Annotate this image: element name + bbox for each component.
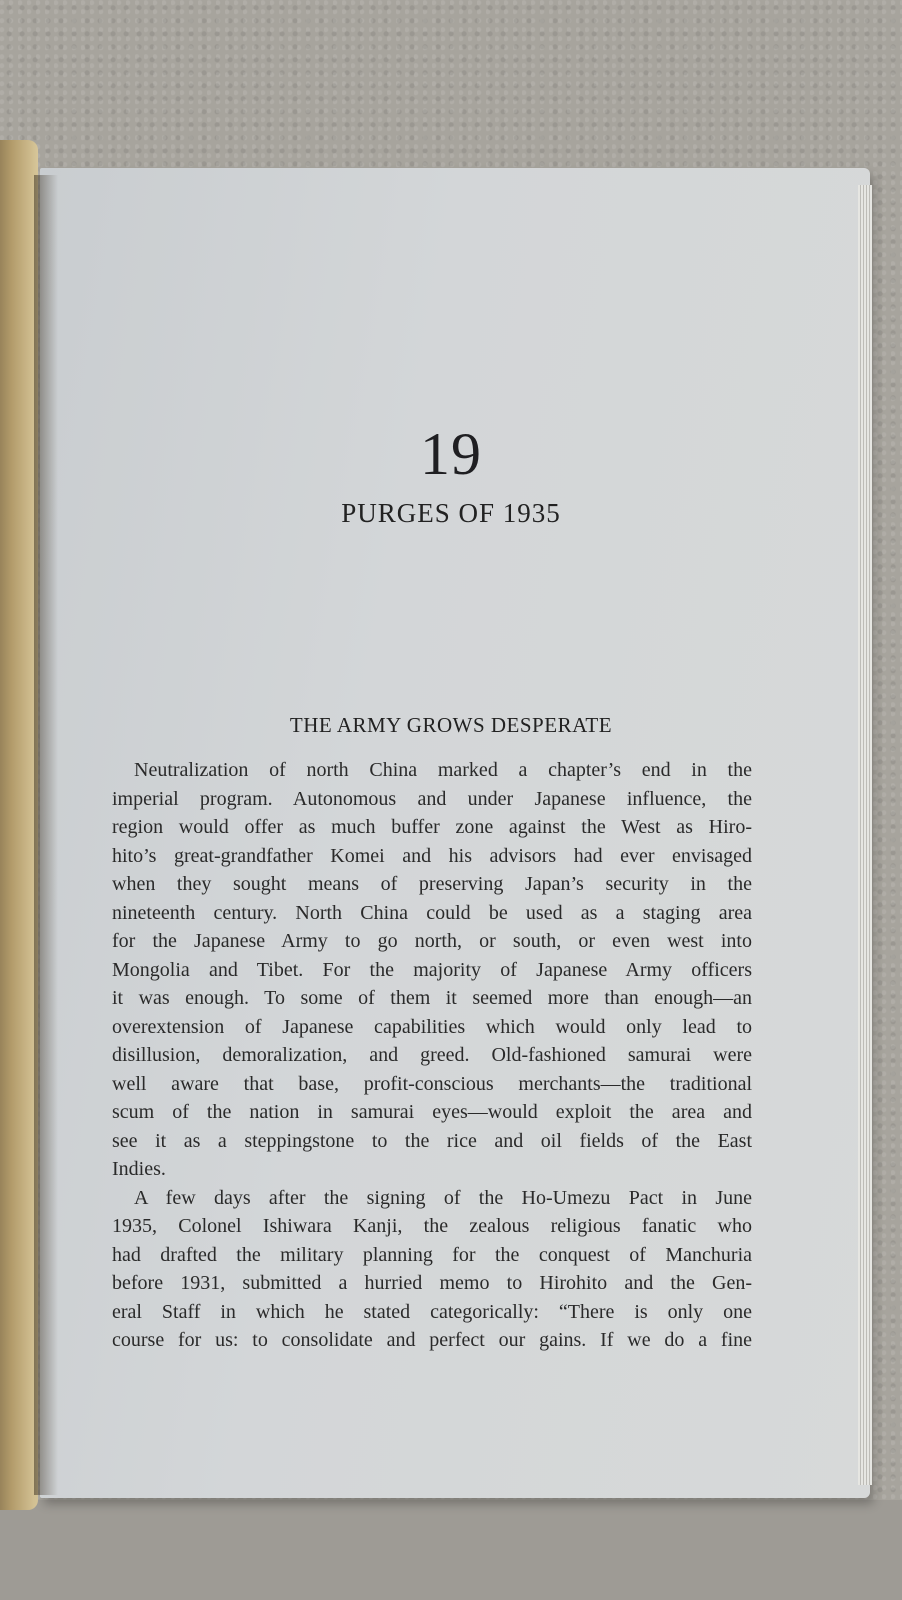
text-line: when they sought means of preserving Japan’s security in the — [112, 873, 752, 895]
text-line: region would offer as much buffer zone against the West as Hiro- — [112, 816, 752, 838]
text-line: overextension of Japanese capabilities which would only lead to — [112, 1015, 752, 1038]
paragraph-2 — [112, 1184, 752, 1355]
text-line: Indies. — [112, 1158, 166, 1180]
text-line: imperial program. Autonomous and under Japanese influence, the — [112, 787, 752, 810]
text-line: A few days after the signing of the Ho-Umezu Pact in June — [134, 1186, 752, 1209]
chapter-number: 19 — [420, 421, 482, 487]
section-heading: THE ARMY GROWS DESPERATE — [289, 713, 613, 737]
text-line: scum of the nation in samurai eyes—would exploit the area and — [112, 1101, 752, 1123]
gutter-shadow — [34, 175, 58, 1495]
text-line: for the Japanese Army to go north, or south, or even west into — [112, 930, 752, 952]
text-line: 1935, Colonel Ishiwara Kanji, the zealous religious fanatic who — [112, 1215, 752, 1237]
text-line: before 1931, submitted a hurried memo to Hirohito and the Gen- — [112, 1272, 752, 1294]
text-line: Neutralization of north China marked a chapter’s end in the — [134, 759, 752, 781]
chapter-title: PURGES OF 1935 — [341, 498, 561, 528]
text-line: well aware that base, profit-conscious merchants—the traditional — [112, 1072, 752, 1095]
text-line: see it as a steppingstone to the rice and oil fields of the East — [112, 1129, 752, 1152]
text-line: had drafted the military planning for the conquest of Manchuria — [112, 1243, 752, 1266]
body-text — [112, 756, 752, 1355]
text-line: hito’s great-grandfather Komei and his advisors had ever envisaged — [112, 844, 752, 867]
paragraph-1 — [112, 756, 752, 1184]
text-line: eral Staff in which he stated categorically: “There is only one — [112, 1300, 752, 1323]
page-stack-edge — [858, 185, 872, 1485]
text-line: Mongolia and Tibet. For the majority of Japanese Army officers — [112, 958, 752, 981]
text-line: nineteenth century. North China could be used as a staging area — [112, 901, 752, 924]
text-line: disillusion, demoralization, and greed. Old-fashioned samurai were — [112, 1044, 752, 1066]
text-line: it was enough. To some of them it seemed more than enough—an — [112, 987, 752, 1009]
facing-page-edge — [0, 140, 38, 1510]
carpet-background — [0, 1500, 902, 1600]
text-line: course for us: to consolidate and perfect our gains. If we do a fine — [112, 1329, 752, 1351]
